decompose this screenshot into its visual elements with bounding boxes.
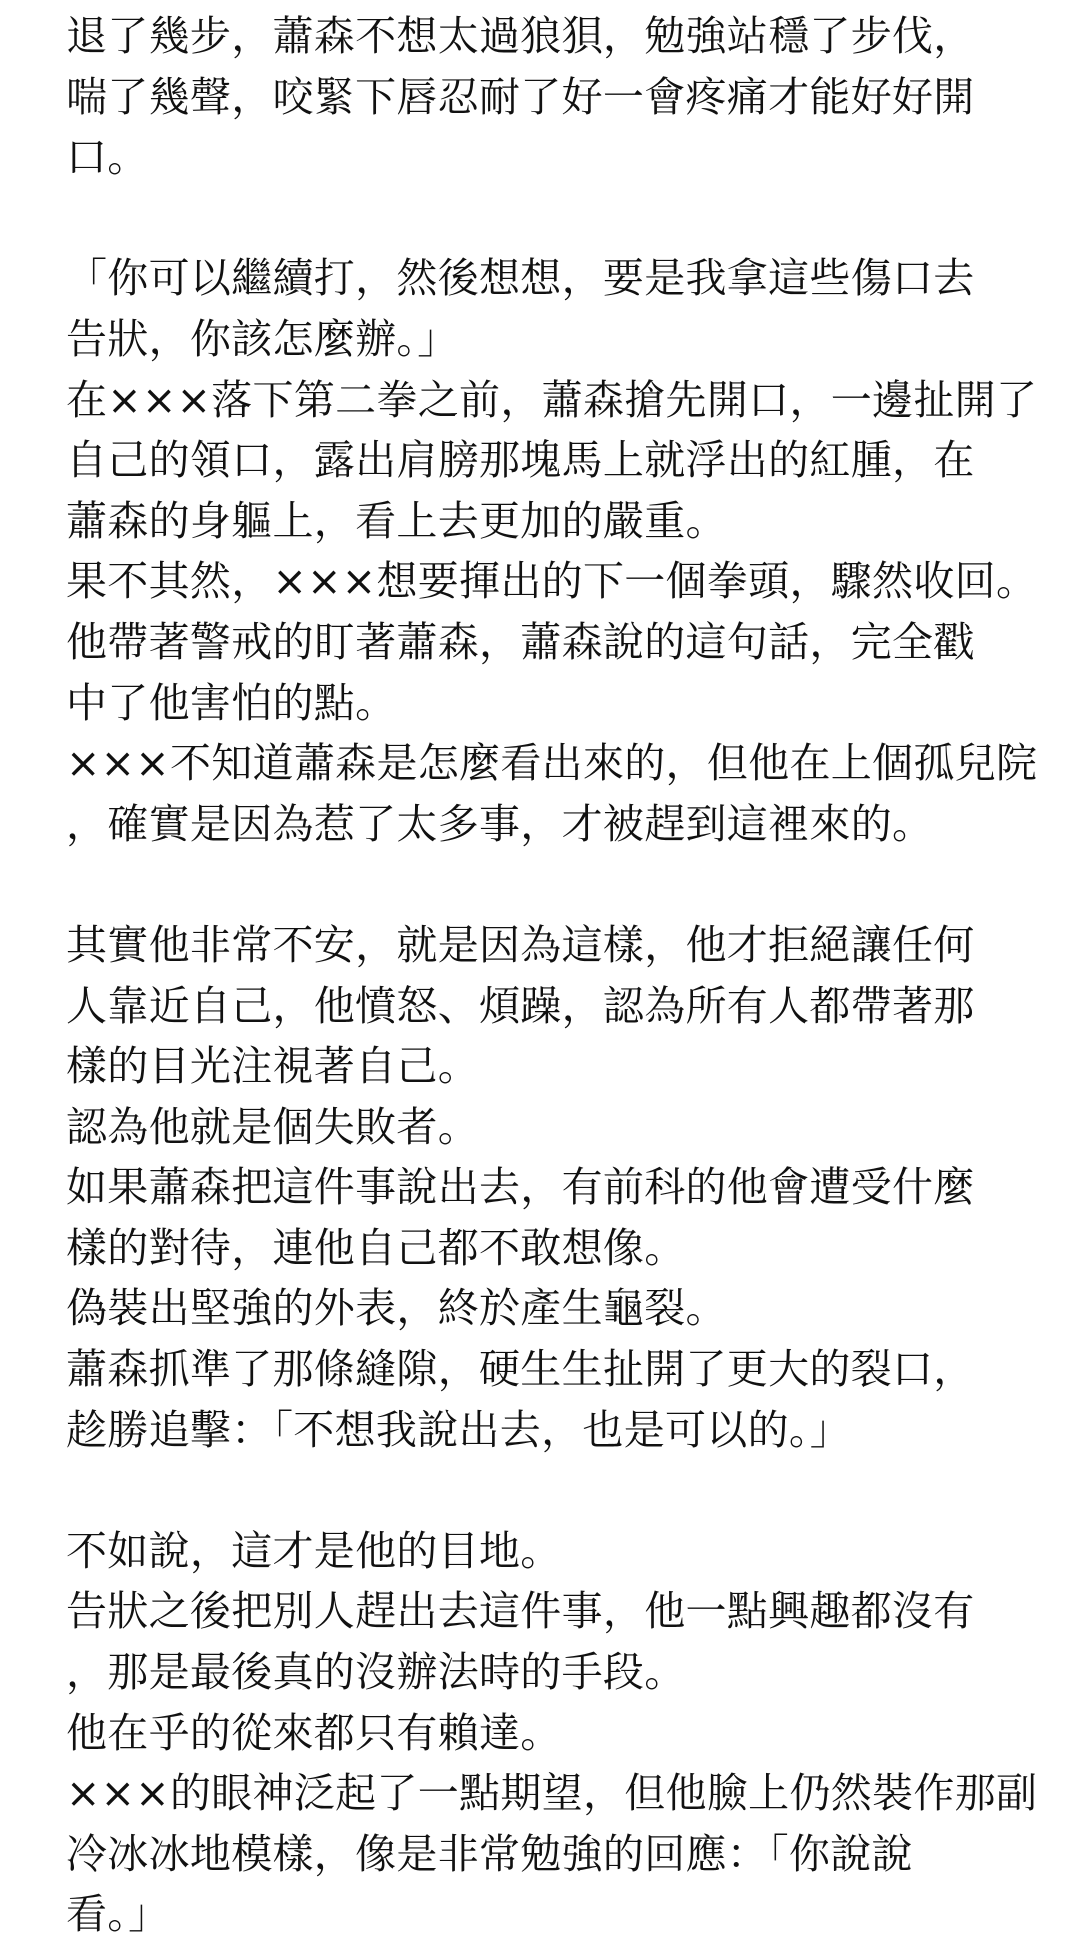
- text-line: 口。: [66, 133, 149, 182]
- text-line: 其實他非常不安，就是因為這樣，他才拒絕讓任何: [66, 920, 975, 969]
- text-line: 告狀之後把別人趕出去這件事，他一點興趣都沒有: [66, 1587, 975, 1636]
- text-line: ×××的眼神泛起了一點期望，但他臉上仍然裝作那副: [66, 1769, 1038, 1818]
- text-line: 果不其然，×××想要揮出的下一個拳頭，驟然收回。: [66, 557, 1038, 606]
- text-line: 喘了幾聲，咬緊下唇忍耐了好一會疼痛才能好好開: [66, 72, 975, 121]
- text-line: 人靠近自己，他憤怒、煩躁，認為所有人都帶著那: [66, 981, 975, 1030]
- text-line: 蕭森的身軀上，看上去更加的嚴重。: [66, 496, 727, 545]
- text-line: 不如說，這才是他的目地。: [66, 1526, 562, 1575]
- text-line: 偽裝出堅強的外表，終於產生龜裂。: [66, 1284, 727, 1333]
- text-line: 如果蕭森把這件事說出去，有前科的他會遭受什麼: [66, 1163, 975, 1212]
- text-line: 樣的目光注視著自己。: [66, 1042, 479, 1091]
- text-line: 「你可以繼續打，然後想想，要是我拿這些傷口去: [66, 254, 975, 303]
- paragraph-gap: [66, 854, 1066, 915]
- text-line: 中了他害怕的點。: [66, 678, 397, 727]
- text-line: ，確實是因為惹了太多事，才被趕到這裡來的。: [66, 799, 934, 848]
- paragraph-gap: [66, 188, 1066, 249]
- text-line: 他帶著警戒的盯著蕭森，蕭森說的這句話，完全戳: [66, 617, 975, 666]
- text-line: 冷冰冰地模樣，像是非常勉強的回應：「你說說: [66, 1829, 913, 1878]
- text-line: 退了幾步，蕭森不想太過狼狽，勉強站穩了步伐，: [66, 12, 975, 60]
- text-line: 認為他就是個失敗者。: [66, 1102, 479, 1151]
- text-line: 蕭森抓準了那條縫隙，硬生生扯開了更大的裂口，: [66, 1345, 975, 1394]
- paragraph-gap: [66, 1460, 1066, 1521]
- text-line: ，那是最後真的沒辦法時的手段。: [66, 1648, 686, 1697]
- article-body: [66, 6, 1066, 1945]
- text-line: 趁勝追擊：「不想我說出去，也是可以的。」: [66, 1405, 851, 1454]
- text-line: 自己的領口，露出肩膀那塊馬上就浮出的紅腫，在: [66, 436, 975, 485]
- text-line: 他在乎的從來都只有賴達。: [66, 1708, 562, 1757]
- text-line: ×××不知道蕭森是怎麼看出來的，但他在上個孤兒院: [66, 739, 1038, 788]
- text-line: 樣的對待，連他自己都不敢想像。: [66, 1223, 686, 1272]
- text-line: 告狀，你該怎麼辦。」: [66, 314, 459, 363]
- text-line: 看。」: [66, 1890, 170, 1939]
- text-line: 在×××落下第二拳之前，蕭森搶先開口，一邊扯開了: [66, 375, 1038, 424]
